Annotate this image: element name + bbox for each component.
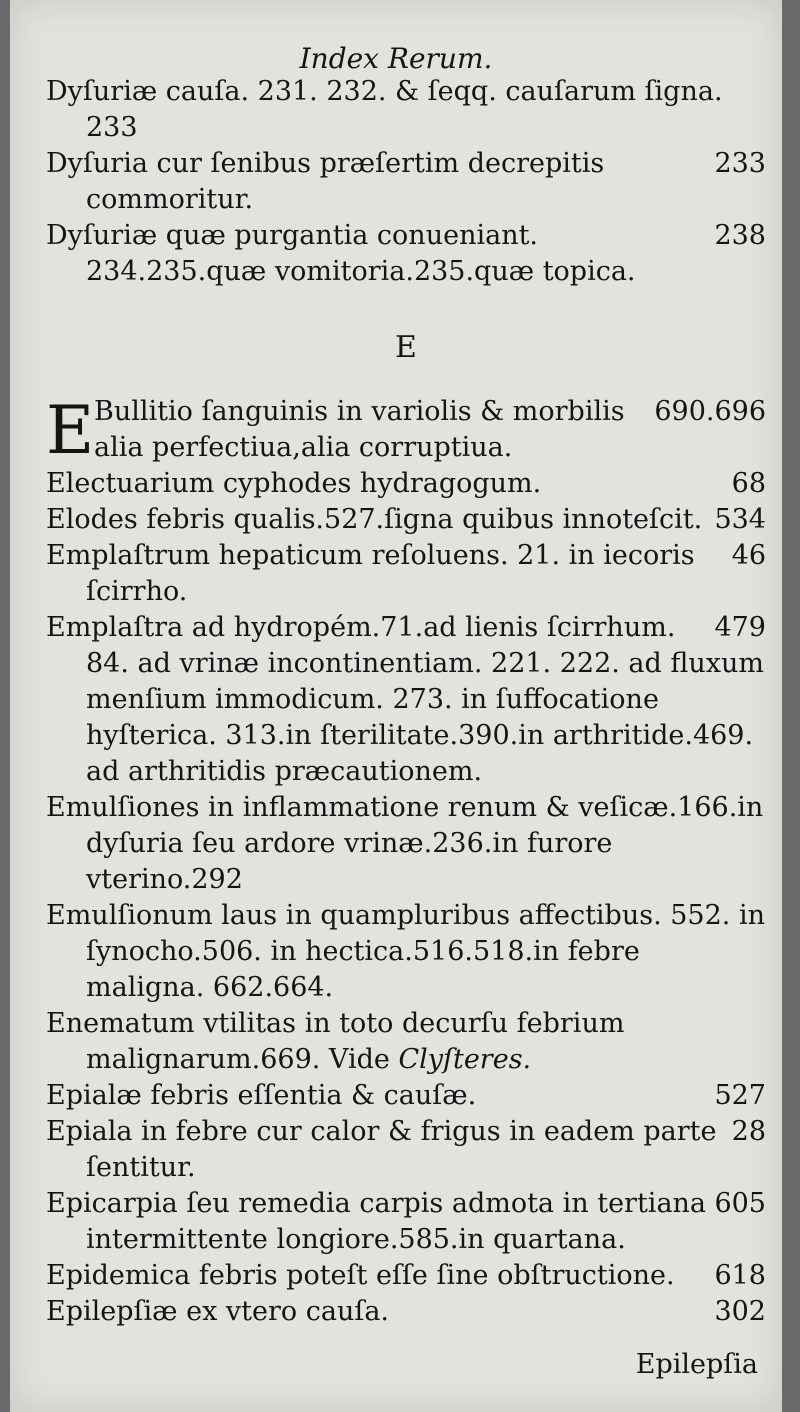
index-entries bbox=[46, 74, 766, 1330]
entry-text: Epiala in febre cur calor & frigus in eadem parte ſentitur. bbox=[46, 1116, 717, 1183]
page-ref: 302 bbox=[714, 1296, 766, 1327]
entry-text: Dyſuria cur ſenibus præſertim decrepitis commoritur. bbox=[46, 148, 605, 215]
index-entry bbox=[46, 502, 766, 538]
page-ref: 534 bbox=[714, 504, 766, 535]
cross-reference: Clyſteres. bbox=[398, 1044, 532, 1075]
index-entry bbox=[46, 790, 766, 898]
entry-text: Enematum vtilitas in toto decurſu febrium malignarum.669. Vide bbox=[46, 1008, 625, 1075]
book-page bbox=[10, 0, 782, 1412]
entry-text: Bullitio ſanguinis in variolis & morbilis alia perfectiua,alia corruptiua. bbox=[94, 396, 625, 463]
entry-text: Dyſuriæ quæ purgantia conueniant. 234.235.quæ vomitoria.235.quæ topica. bbox=[46, 220, 636, 287]
index-entry bbox=[46, 610, 766, 790]
entry-text: Emulſionum laus in quampluribus affectibus. 552. in ſynocho.506. in hectica.516.518.in febre maligna. 662.664. bbox=[46, 900, 765, 1003]
index-entry bbox=[46, 1078, 766, 1114]
index-entry bbox=[46, 218, 766, 290]
page-ref: 238 bbox=[714, 220, 766, 251]
drop-cap: E bbox=[46, 392, 95, 469]
page-ref: 479 bbox=[714, 612, 766, 643]
entry-text: Epialæ febris eſſentia & cauſæ. bbox=[46, 1080, 477, 1111]
entry-text: Elodes febris qualis.527.ſigna quibus innoteſcit. bbox=[46, 504, 703, 535]
page-ref: 28 bbox=[731, 1116, 766, 1147]
index-entry bbox=[46, 466, 766, 502]
entry-text: Emulſiones in inflammatione renum & veſicæ.166.in dyſuria ſeu ardore vrinæ.236.in furore vterino.292 bbox=[46, 792, 764, 895]
index-entry bbox=[46, 1006, 766, 1078]
index-entry bbox=[46, 1186, 766, 1258]
page-ref: 46 bbox=[731, 540, 766, 571]
section-letter: E bbox=[395, 330, 417, 365]
page-ref: 233 bbox=[714, 148, 766, 179]
entry-text: Electuarium cyphodes hydragogum. bbox=[46, 468, 542, 499]
index-entry bbox=[46, 538, 766, 610]
page-ref: 605 bbox=[714, 1188, 766, 1219]
page-ref: 527 bbox=[714, 1080, 766, 1111]
entry-text: Emplaſtrum hepaticum reſoluens. 21. in iecoris ſcirrho. bbox=[46, 540, 695, 607]
page-ref: 618 bbox=[714, 1260, 766, 1291]
index-entry bbox=[46, 898, 766, 1006]
index-entry-first bbox=[46, 392, 766, 469]
page-ref: 68 bbox=[731, 468, 766, 499]
running-title: Index Rerum. bbox=[299, 42, 493, 75]
index-entry bbox=[46, 146, 766, 218]
entry-text: Dyſuriæ cauſa. 231. 232. & ſeqq. cauſarum ſigna. 233 bbox=[46, 76, 723, 143]
index-entry bbox=[46, 1258, 766, 1294]
index-entry bbox=[46, 1114, 766, 1186]
page-ref: 690.696 bbox=[654, 396, 766, 427]
catchword: Epilepſia bbox=[635, 1349, 758, 1380]
entry-text: Epicarpia ſeu remedia carpis admota in tertiana intermittente longiore.585.in quartana. bbox=[46, 1188, 707, 1255]
index-entry bbox=[46, 1294, 766, 1330]
entry-text: Epilepſiæ ex vtero cauſa. bbox=[46, 1296, 390, 1327]
entry-text: Epidemica febris poteſt eſſe ſine obſtructione. bbox=[46, 1260, 675, 1291]
entry-text: Emplaſtra ad hydropém.71.ad lienis ſcirrhum. 84. ad vrinæ incontinentiam. 221. 222. ad fluxum menſium immodicum. 273. in ſuffocatione hyſterica. 313.in ſterilitate.390.in arthritide.469. ad arthritidis præcautionem. bbox=[46, 612, 764, 787]
index-entry bbox=[46, 74, 766, 146]
